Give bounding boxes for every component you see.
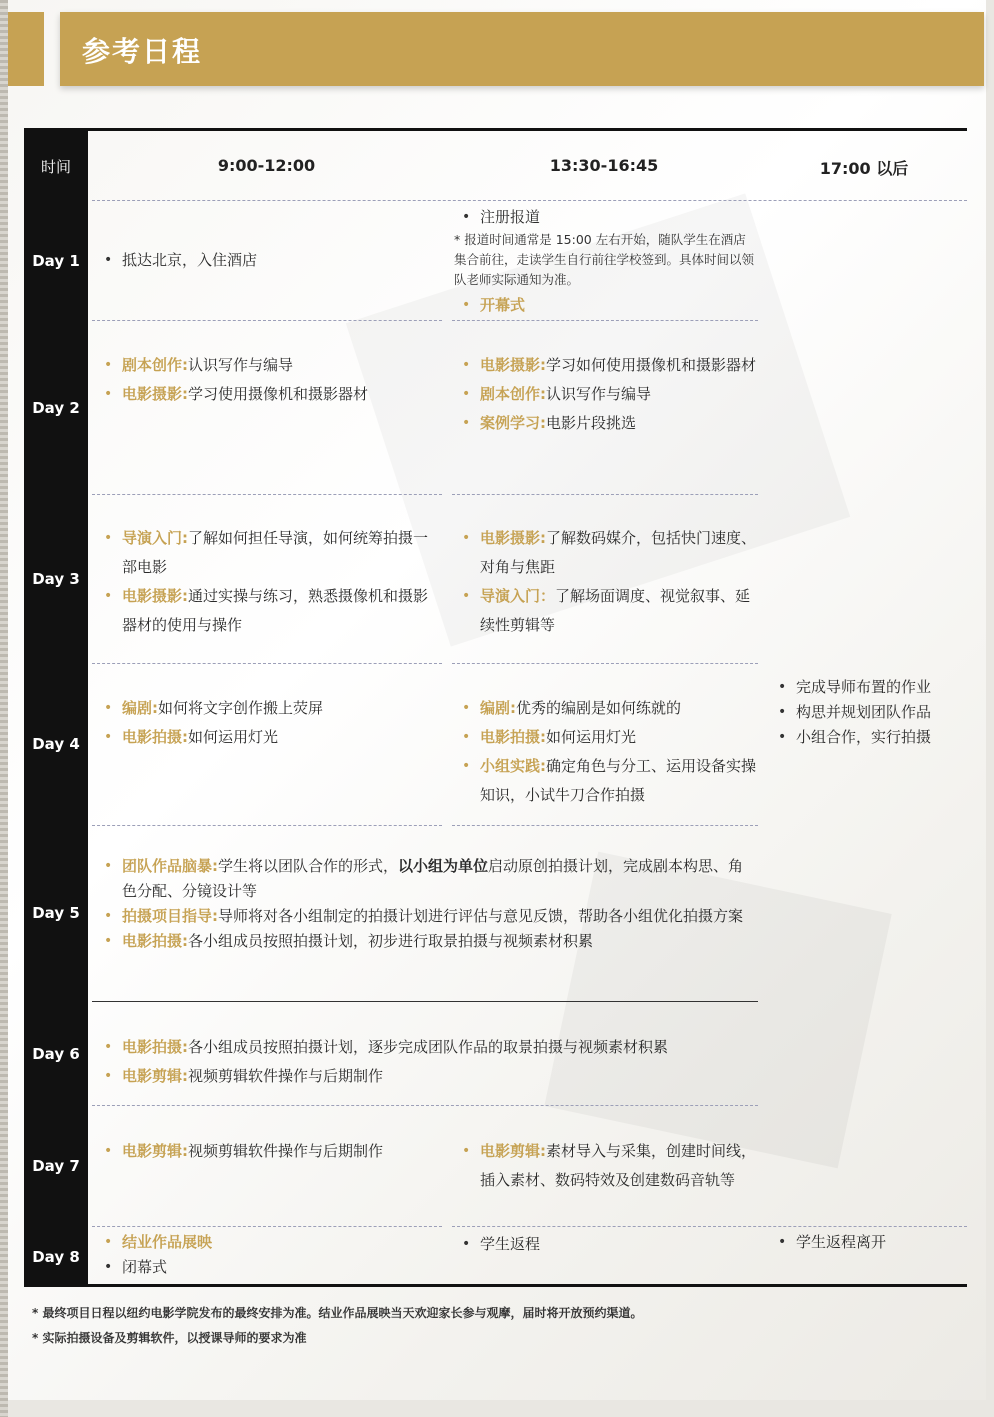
day2-afternoon [452, 351, 758, 438]
list-item: • 电影剪辑:视频剪辑软件操作与后期制作 [104, 1067, 384, 1085]
list-item: • 编剧:如何将文字创作搬上荧屏 [104, 699, 324, 717]
day1-afternoon [452, 204, 758, 320]
list-item: • 团队作品脑暴:学生将以团队合作的形式，以小组为单位启动原创拍摄计划，完成剧本构思、角色分配、分镜设计等 [104, 857, 744, 900]
row-divider [92, 1105, 758, 1106]
evening-activities [768, 675, 967, 750]
day-label: Day 2 [32, 399, 80, 417]
list-item: • 闭幕式 [104, 1258, 168, 1276]
list-item: • 电影剪辑:视频剪辑软件操作与后期制作 [104, 1142, 384, 1160]
day-label: Day 8 [32, 1248, 80, 1266]
list-item: • 开幕式 [462, 296, 526, 314]
list-item: • 结业作品展映 [104, 1233, 213, 1251]
day-column [24, 128, 88, 1287]
table-top-rule [24, 128, 967, 131]
column-head-time: 时间 [40, 158, 71, 176]
row-divider [92, 320, 442, 321]
row-divider [452, 825, 758, 826]
day8-morning [94, 1230, 439, 1280]
list-item: • 剧本创作:认识写作与编导 [104, 356, 294, 374]
row-divider [452, 1226, 967, 1227]
list-item: • 电影拍摄:如何运用灯光 [462, 728, 637, 746]
list-item: • 抵达北京，入住酒店 [104, 251, 258, 269]
row-divider [452, 320, 758, 321]
list-item: • 构思并规划团队作品 [778, 703, 932, 721]
header-accent-block [8, 12, 44, 86]
list-item: • 小组实践:确定角色与分工、运用设备实操知识，小试牛刀合作拍摄 [462, 757, 757, 804]
day-label: Day 4 [32, 735, 80, 753]
column-head-evening: 17:00 以后 [819, 159, 909, 178]
day6-content [94, 1033, 758, 1091]
day8-evening [768, 1228, 967, 1257]
column-head-morning: 9:00-12:00 [217, 156, 316, 175]
list-item: • 注册报道 [462, 208, 541, 226]
list-item: • 电影拍摄:各小组成员按照拍摄计划，逐步完成团队作品的取景拍摄与视频素材积累 [104, 1038, 669, 1056]
schedule-table [24, 128, 967, 1288]
list-item: • 编剧:优秀的编剧是如何练就的 [462, 699, 682, 717]
day3-afternoon [452, 524, 758, 640]
day-label: Day 1 [32, 252, 80, 270]
day8-afternoon [452, 1230, 758, 1259]
row-divider [452, 663, 758, 664]
left-decor-strip [0, 0, 8, 1417]
day7-morning [94, 1137, 439, 1166]
row-divider [92, 825, 442, 826]
day2-morning [94, 351, 439, 409]
list-item: • 完成导师布置的作业 [778, 678, 932, 696]
list-item: • 拍摄项目指导:导师将对各小组制定的拍摄计划进行评估与意见反馈，帮助各小组优化拍摄方案 [104, 907, 744, 925]
table-bottom-rule [24, 1284, 967, 1287]
day-label: Day 7 [32, 1157, 80, 1175]
row-divider [92, 494, 442, 495]
list-item: • 电影拍摄:各小组成员按照拍摄计划，初步进行取景拍摄与视频素材积累 [104, 932, 594, 950]
footnote: * 最终项目日程以纽约电影学院发布的最终安排为准。结业作品展映当天欢迎家长参与观摩，届时将开放预约渠道。 [32, 1306, 643, 1320]
header-bar [60, 12, 984, 86]
list-item: • 电影摄影:学习如何使用摄像机和摄影器材 [462, 356, 757, 374]
list-item: • 电影摄影:了解数码媒介，包括快门速度、对角与焦距 [462, 529, 757, 576]
day3-morning [94, 524, 439, 640]
day4-morning [94, 694, 439, 752]
row-divider [92, 200, 967, 201]
row-divider [92, 1001, 758, 1002]
page-title: 参考日程 [82, 35, 203, 68]
column-head-afternoon: 13:30-16:45 [549, 156, 659, 175]
list-item: • 电影摄影:学习使用摄像机和摄影器材 [104, 385, 369, 403]
list-item: • 导演入门：了解场面调度、视觉叙事、延续性剪辑等 [462, 587, 751, 634]
footnote: * 实际拍摄设备及剪辑软件，以授课导师的要求为准 [32, 1331, 307, 1345]
list-item: • 学生返程离开 [778, 1233, 887, 1251]
day7-afternoon [452, 1137, 758, 1195]
row-divider [92, 663, 442, 664]
list-item: • 电影拍摄:如何运用灯光 [104, 728, 279, 746]
list-item: • 电影剪辑:素材导入与采集，创建时间线，插入素材、数码特效及创建数码音轨等 [462, 1142, 757, 1189]
list-item: • 小组合作，实行拍摄 [778, 728, 932, 746]
day5-content [94, 854, 758, 954]
row-divider [92, 1226, 442, 1227]
registration-note: * 报道时间通常是 15:00 左右开始，随队学生在酒店集合前往，走读学生自行前往学校签到。具体时间以领队老师实际通知为准。 [454, 232, 755, 287]
day-label: Day 6 [32, 1045, 80, 1063]
day1-morning [94, 246, 439, 275]
list-item: • 学生返程 [462, 1235, 541, 1253]
day4-afternoon [452, 694, 758, 810]
list-item: • 案例学习:电影片段挑选 [462, 414, 637, 432]
list-item: • 剧本创作:认识写作与编导 [462, 385, 652, 403]
row-divider [452, 494, 758, 495]
day-label: Day 3 [32, 570, 80, 588]
day-label: Day 5 [32, 904, 80, 922]
list-item: • 导演入门:了解如何担任导演，如何统筹拍摄一部电影 [104, 529, 429, 576]
list-item: • 电影摄影:通过实操与练习，熟悉摄像机和摄影器材的使用与操作 [104, 587, 429, 634]
